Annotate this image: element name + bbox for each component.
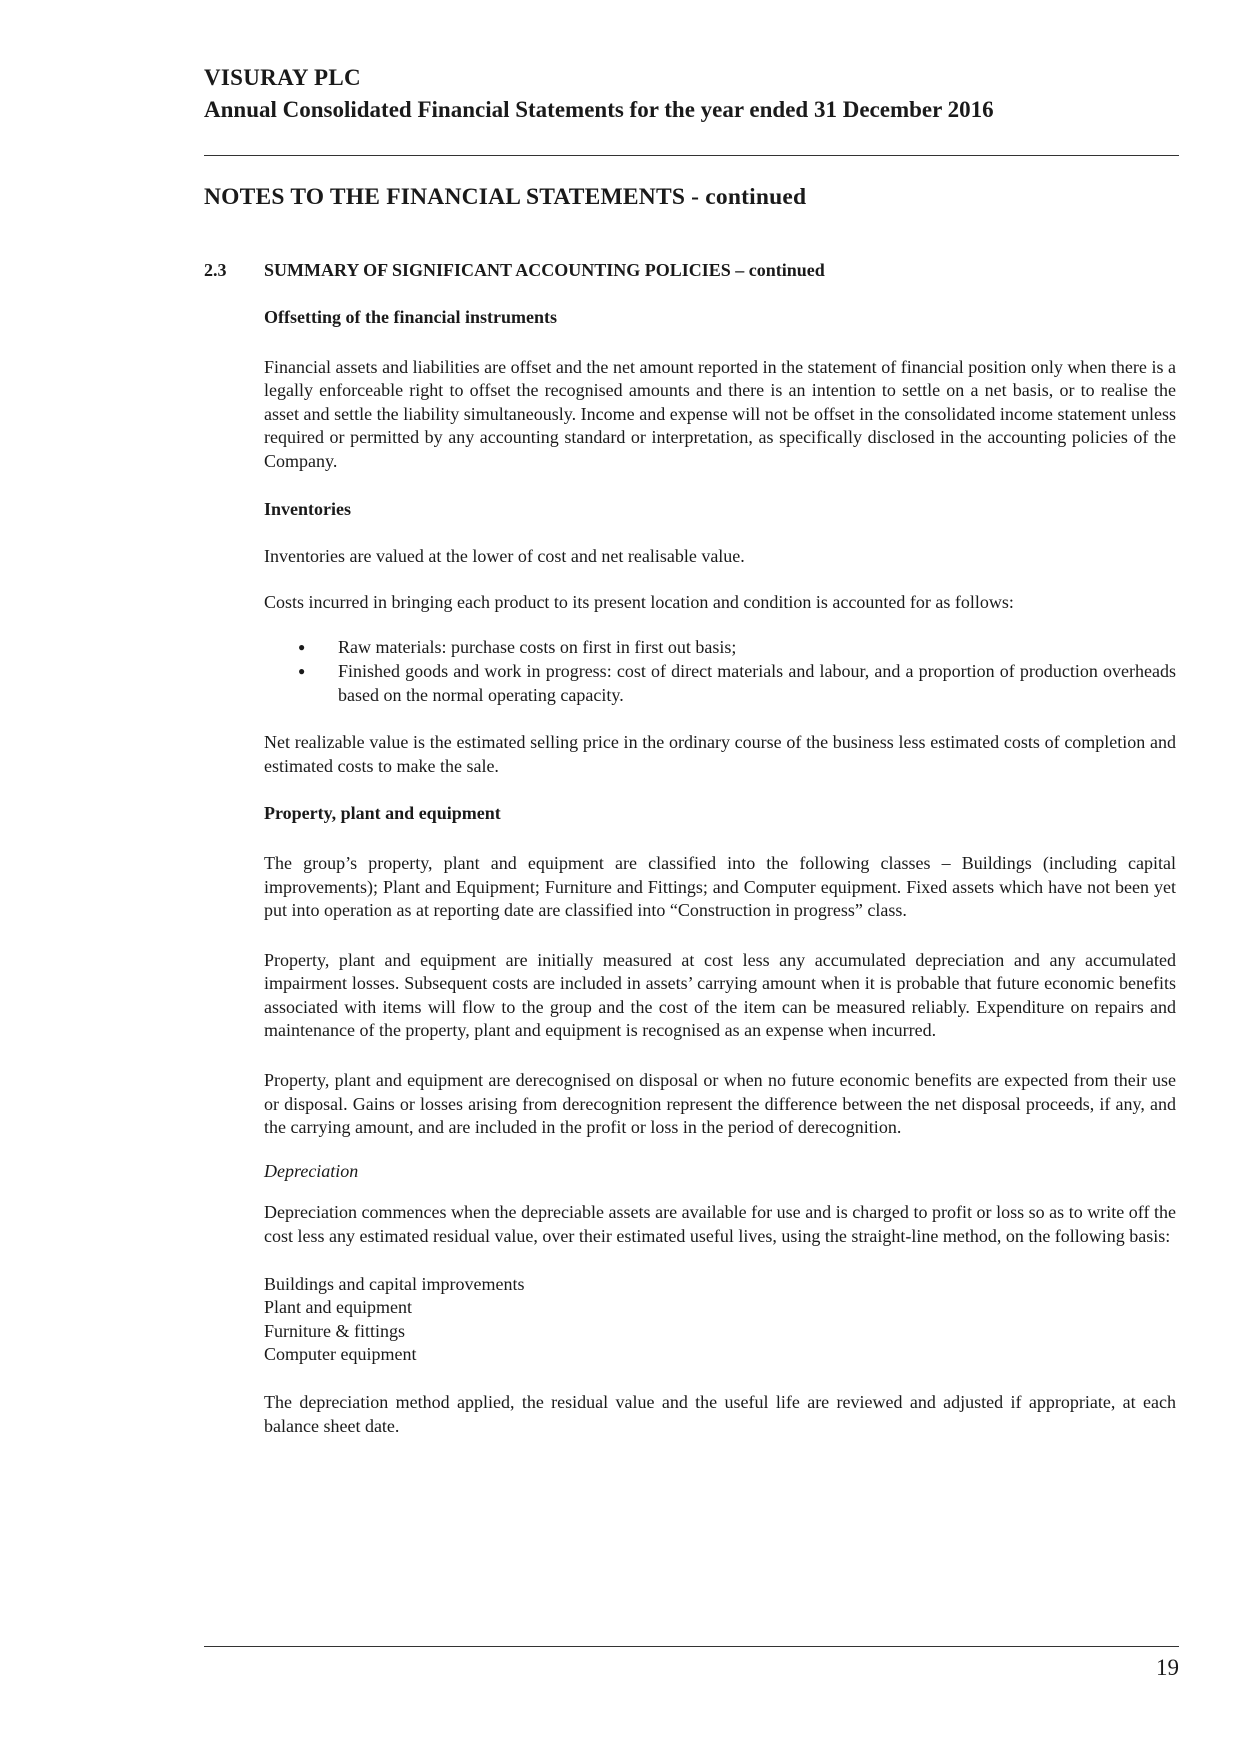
header-divider — [204, 155, 1179, 156]
depreciation-asset-classes — [264, 1273, 1176, 1367]
notes-body — [264, 306, 1176, 1438]
inventories-paragraph-3: Net realizable value is the estimated selling price in the ordinary course of the business less estimated costs of completion and estimated costs to make the sale. — [264, 732, 1176, 776]
offsetting-paragraph: Financial assets and liabilities are offset and the net amount reported in the statement of financial position only when there is a legally enforceable right to offset the recognised amounts and there is an intention to settle on a net basis, or to realise the asset and settle the liability simultaneously. Income and expense will not be offset in the consolidated income statement unless required or permitted by any accounting standard or interpretation, as specifically disclosed in the accounting policies of the Company. — [264, 356, 1176, 471]
bullet-text: Raw materials: purchase costs on first in first out basis; — [338, 637, 737, 658]
company-name: VISURAY PLC — [204, 65, 361, 90]
inventories-bullet-list — [264, 636, 1176, 707]
page-number: 19 — [1156, 1655, 1179, 1680]
page-header — [204, 62, 1174, 126]
depreciation-paragraph-1: Depreciation commences when the depreciable assets are available for use and is charged to profit or loss so as to write off the cost less any estimated residual value, over their estimated useful lives, using the straight-line method, on the following basis: — [264, 1202, 1176, 1247]
ppe-paragraph-3: Property, plant and equipment are derecognised on disposal or when no future economic benefits are expected from their use or disposal. Gains or losses arising from derecognition represent the difference between the net disposal proceeds, if any, and the carrying amount, and are included in the profit or loss in the period of derecognition. — [264, 1070, 1176, 1138]
ppe-paragraph-1: The group’s property, plant and equipment are classified into the following classes – Buildings (including capital improvements); Plant and Equipment; Furniture and Fittings; and Computer equipment. Fixed assets which have not been yet put into operation as at reporting date are classified into “Construction in progress” class. — [264, 852, 1176, 921]
inventories-heading: Inventories — [264, 498, 351, 519]
inventories-paragraph-1: Inventories are valued at the lower of cost and net realisable value. — [264, 546, 745, 567]
list-item — [264, 660, 1176, 707]
list-item: Computer equipment — [264, 1344, 417, 1365]
notes-title: NOTES TO THE FINANCIAL STATEMENTS - continued — [204, 184, 807, 210]
section-heading: SUMMARY OF SIGNIFICANT ACCOUNTING POLICIES – continued — [264, 260, 825, 280]
ppe-heading: Property, plant and equipment — [264, 803, 501, 824]
list-item: Furniture & fittings — [264, 1320, 405, 1341]
bullet-text: Finished goods and work in progress: cost of direct materials and labour, and a proportion of production overheads based on the normal operating capacity. — [338, 660, 1176, 705]
list-item: Buildings and capital improvements — [264, 1273, 525, 1294]
section-number: 2.3 — [204, 260, 227, 280]
list-item: Plant and equipment — [264, 1297, 412, 1318]
ppe-paragraph-2: Property, plant and equipment are initially measured at cost less any accumulated depreciation and any accumulated impairment losses. Subsequent costs are included in assets’ carrying amount when it is probable that future economic benefits associated with items will flow to the group and the cost of the item can be measured reliably. Expenditure on repairs and maintenance of the property, plant and equipment is recognised as an expense when incurred. — [264, 949, 1176, 1041]
offsetting-heading: Offsetting of the financial instruments — [264, 307, 557, 327]
footer-divider — [204, 1646, 1179, 1647]
list-item — [264, 636, 1176, 660]
bullet-icon: ● — [298, 640, 306, 655]
depreciation-paragraph-2: The depreciation method applied, the residual value and the useful life are reviewed and adjusted if appropriate, at each balance sheet date. — [264, 1392, 1176, 1436]
report-title: Annual Consolidated Financial Statements for the year ended 31 December 2016 — [204, 97, 994, 122]
inventories-paragraph-2: Costs incurred in bringing each product to its present location and condition is accounted for as follows: — [264, 591, 1014, 612]
depreciation-heading: Depreciation — [264, 1160, 359, 1181]
bullet-icon: ● — [298, 663, 306, 678]
